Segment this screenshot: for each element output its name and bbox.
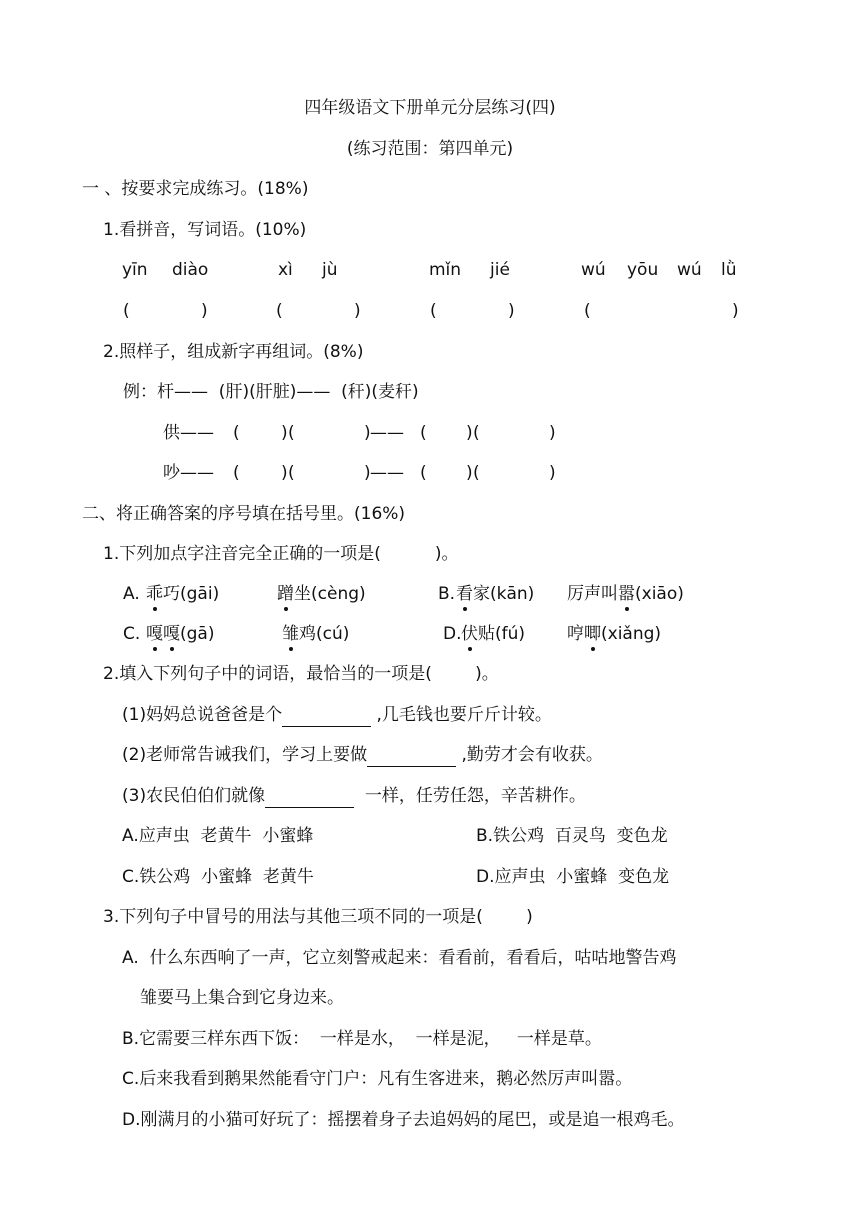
paren-close: ) [732,301,739,321]
answer-blank[interactable] [282,706,371,727]
option-text: 巧(gāi) [163,584,220,604]
paren-close: ) [201,301,208,321]
paren-close: ) [549,423,556,443]
q2-2-option-d: D.应声虫 小蜜蜂 变色龙 [476,867,670,887]
page-title: 四年级语文下册单元分层练习(四) [304,98,556,118]
dotted-char: 看 [456,584,473,604]
dotted-char: 蹭 [277,584,294,604]
option-text: (xiāo) [635,584,684,604]
pinyin: xì [278,260,293,280]
section-1-heading: 一 、按要求完成练习。(18%) [82,179,309,199]
option-label: C. [123,624,141,644]
sentence-text: (2)老师常告诫我们，学习上要做 [122,745,368,765]
pinyin: jù [322,260,338,280]
paren-close: ) [364,423,371,443]
q2-2-sentence-2 [122,743,603,767]
q1-2-heading: 2.照样子，组成新字再组词。(8%) [103,342,364,362]
pinyin: yōu [627,260,659,280]
paren-open: ( [584,301,591,321]
paren-close: ) [364,463,371,483]
option-b-word-1 [456,582,534,606]
paren-open: ( [123,301,130,321]
sentence-text: (1)妈妈总说爸爸是个 [122,705,283,725]
pinyin: wú [677,260,702,280]
option-text: (gā) [180,624,215,644]
pinyin: jié [490,260,510,280]
paren-open: ( [430,301,437,321]
paren-close: ) [354,301,361,321]
paren-close: ) [281,463,288,483]
option-a-word-1 [146,582,219,606]
dash: —— [370,423,404,443]
q2-3-option-a-line-1: A. 什么东西响了一声，它立刻警戒起来：看看前，看看后，咕咕地警告鸡 [122,948,677,968]
paren-open: ( [473,463,480,483]
option-text: (xiǎng) [601,624,662,644]
char-prompt: 吵—— [163,463,214,483]
option-label: A. [123,584,140,604]
char-prompt: 供—— [163,423,214,443]
option-b-word-2 [567,582,684,606]
dotted-char: 唧 [584,624,601,644]
paren-open: ( [288,463,295,483]
paren-open: ( [420,423,427,443]
pinyin: diào [172,260,209,280]
paren-close: ) [549,463,556,483]
paren-open: ( [288,423,295,443]
answer-blank[interactable] [367,746,456,767]
option-text: 哼 [567,624,584,644]
q2-2-stem: 2.填入下列句子中的词语，最恰当的一项是( )。 [103,664,499,684]
q2-1-stem: 1.下列加点字注音完全正确的一项是( )。 [103,544,459,564]
pinyin: mǐn [429,260,462,280]
dotted-char: 乖 [146,584,163,604]
option-c-word-1 [146,622,214,646]
option-d-word-1 [461,622,525,646]
paren-open: ( [420,463,427,483]
dotted-char: 雏 [282,624,299,644]
q2-2-option-a: A.应声虫 老黄牛 小蜜蜂 [122,826,314,846]
q2-2-option-c: C.铁公鸡 小蜜蜂 老黄牛 [122,867,314,887]
q2-3-option-d: D.刚满月的小猫可好玩了：摇摆着身子去追妈妈的尾巴，或是追一根鸡毛。 [122,1110,685,1130]
option-text: 家(kān) [473,584,535,604]
q2-3-stem: 3.下列句子中冒号的用法与其他三项不同的一项是( ) [103,907,533,927]
q2-3-option-c: C.后来我看到鹅果然能看守门户：凡有生客进来，鹅必然厉声叫嚣。 [122,1069,633,1089]
option-text: 坐(cèng) [294,584,366,604]
option-c-word-2 [282,622,349,646]
q2-2-sentence-1 [122,703,552,727]
paren-open: ( [233,423,240,443]
page-subtitle: (练习范围：第四单元) [346,139,514,159]
option-text: 贴(fú) [478,624,526,644]
pinyin: lǜ [721,260,737,280]
sentence-text: 一样，任劳任怨，辛苦耕作。 [354,786,586,806]
answer-blank[interactable] [265,787,354,808]
dash: —— [370,463,404,483]
q1-2-example: 例：杆—— (肝)(肝脏)—— (秆)(麦秆) [123,382,419,402]
pinyin: yīn [122,260,148,280]
q2-3-option-b: B.它需要三样东西下饭： 一样是水， 一样是泥， 一样是草。 [122,1029,602,1049]
dotted-char: 嘎 [163,624,180,644]
option-text: 厉声叫 [567,584,618,604]
q1-1-heading: 1.看拼音，写词语。(10%) [103,220,307,240]
dotted-char: 嚣 [618,584,635,604]
paren-open: ( [276,301,283,321]
section-2-heading: 二、将正确答案的序号填在括号里。(16%) [82,504,406,524]
option-label: D. [443,624,462,644]
q2-2-option-b: B.铁公鸡 百灵鸟 变色龙 [476,826,668,846]
dotted-char: 嘎 [146,624,163,644]
sentence-text: (3)农民伯伯们就像 [122,786,266,806]
option-text: 鸡(cú) [299,624,350,644]
paren-open: ( [473,423,480,443]
paren-open: ( [233,463,240,483]
option-label: B. [438,584,456,604]
sentence-text: ,勤劳才会有收获。 [456,745,603,765]
paren-close: ) [466,423,473,443]
paren-close: ) [281,423,288,443]
q2-3-option-a-line-2: 雏要马上集合到它身边来。 [140,988,344,1008]
paren-close: ) [466,463,473,483]
paren-close: ) [508,301,515,321]
option-d-word-2 [567,622,661,646]
q2-2-sentence-3 [122,784,586,808]
sentence-text: ,几毛钱也要斤斤计较。 [371,705,552,725]
dotted-char: 伏 [461,624,478,644]
option-a-word-2 [277,582,366,606]
pinyin: wú [581,260,606,280]
